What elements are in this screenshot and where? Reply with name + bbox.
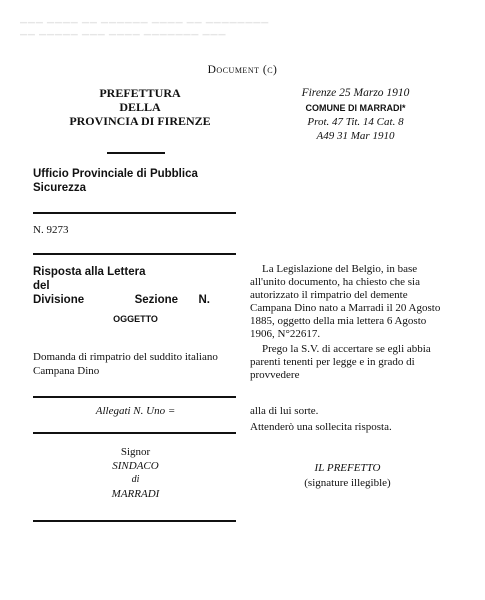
- oggetto-label: OGGETTO: [113, 314, 158, 324]
- addressee-block: [33, 445, 238, 501]
- del-label: del: [33, 280, 50, 292]
- sezione-label: Sezione: [134, 294, 179, 306]
- divider: [33, 253, 236, 255]
- prefettura-line: DELLA: [119, 100, 161, 114]
- divisione-label: Divisione: [33, 294, 85, 306]
- letter-body: [250, 263, 445, 382]
- attendero-line: Attenderò una sollecita risposta.: [250, 421, 392, 433]
- paragraph-1: La Legislazione del Belgio, in base all'unito documento, ha chiesto che sia autorizzato il rimpatrio del demente Campana Dino nato a Marradi il 20 Agosto 1885, oggetto della mia lettera 6 Agosto 1906, N°22617.: [250, 263, 441, 340]
- document-title: Document (c): [207, 64, 278, 76]
- prefettura-heading: [40, 86, 240, 128]
- di-label: di: [131, 474, 140, 485]
- protocol-line: Prot. 47 Tit. 14 Cat. 8: [307, 116, 404, 128]
- signature-note: (signature illegible): [304, 477, 391, 489]
- prefettura-line: PREFETTURA: [99, 86, 181, 100]
- short-divider: [107, 152, 165, 154]
- ufficio-label: Ufficio Provinciale di Pubblica Sicurezza: [33, 168, 198, 194]
- allegati-line: Allegati N. Uno =: [95, 405, 176, 417]
- divider: [33, 520, 236, 522]
- paragraph-2: Prego la S.V. di accertare se egli abbia parenti tenenti per legge e in grado di provvedere: [250, 343, 431, 381]
- faint-bleedthrough: ▁▁▁ ▁▁▁▁ ▁▁ ▁▁▁▁▁▁ ▁▁▁▁ ▁▁ ▁▁▁▁▁▁▁▁ ▁▁ ▁▁▁▁▁ ▁▁▁ ▁▁▁▁ ▁▁▁▁▁▁▁ ▁▁▁: [20, 13, 270, 35]
- comune-stamp: COMUNE DI MARRADI*: [305, 103, 406, 113]
- date-line: Firenze 25 Marzo 1910: [301, 87, 410, 99]
- divider: [33, 212, 236, 214]
- n-label: N.: [198, 294, 210, 306]
- signor-label: Signor: [120, 446, 151, 458]
- divisione-row: [33, 293, 238, 307]
- protocol-number: N. 9273: [33, 224, 69, 236]
- prefetto-label: IL PREFETTO: [314, 462, 381, 474]
- risposta-block: [33, 265, 238, 307]
- closing-block: [250, 403, 445, 435]
- subject-text: Domanda di rimpatrio del suddito italiano Campana Dino: [33, 351, 218, 377]
- divider: [33, 396, 236, 398]
- prefettura-line: PROVINCIA DI FIRENZE: [69, 114, 211, 128]
- date-block: [268, 86, 443, 143]
- divider: [33, 432, 236, 434]
- a49-line: A49 31 Mar 1910: [316, 130, 395, 142]
- sorte-line: alla di lui sorte.: [250, 405, 319, 417]
- risposta-label: Risposta alla Lettera: [33, 266, 146, 278]
- marradi-label: MARRADI: [111, 488, 160, 500]
- sindaco-label: SINDACO: [112, 460, 159, 472]
- signature-block: [250, 461, 445, 491]
